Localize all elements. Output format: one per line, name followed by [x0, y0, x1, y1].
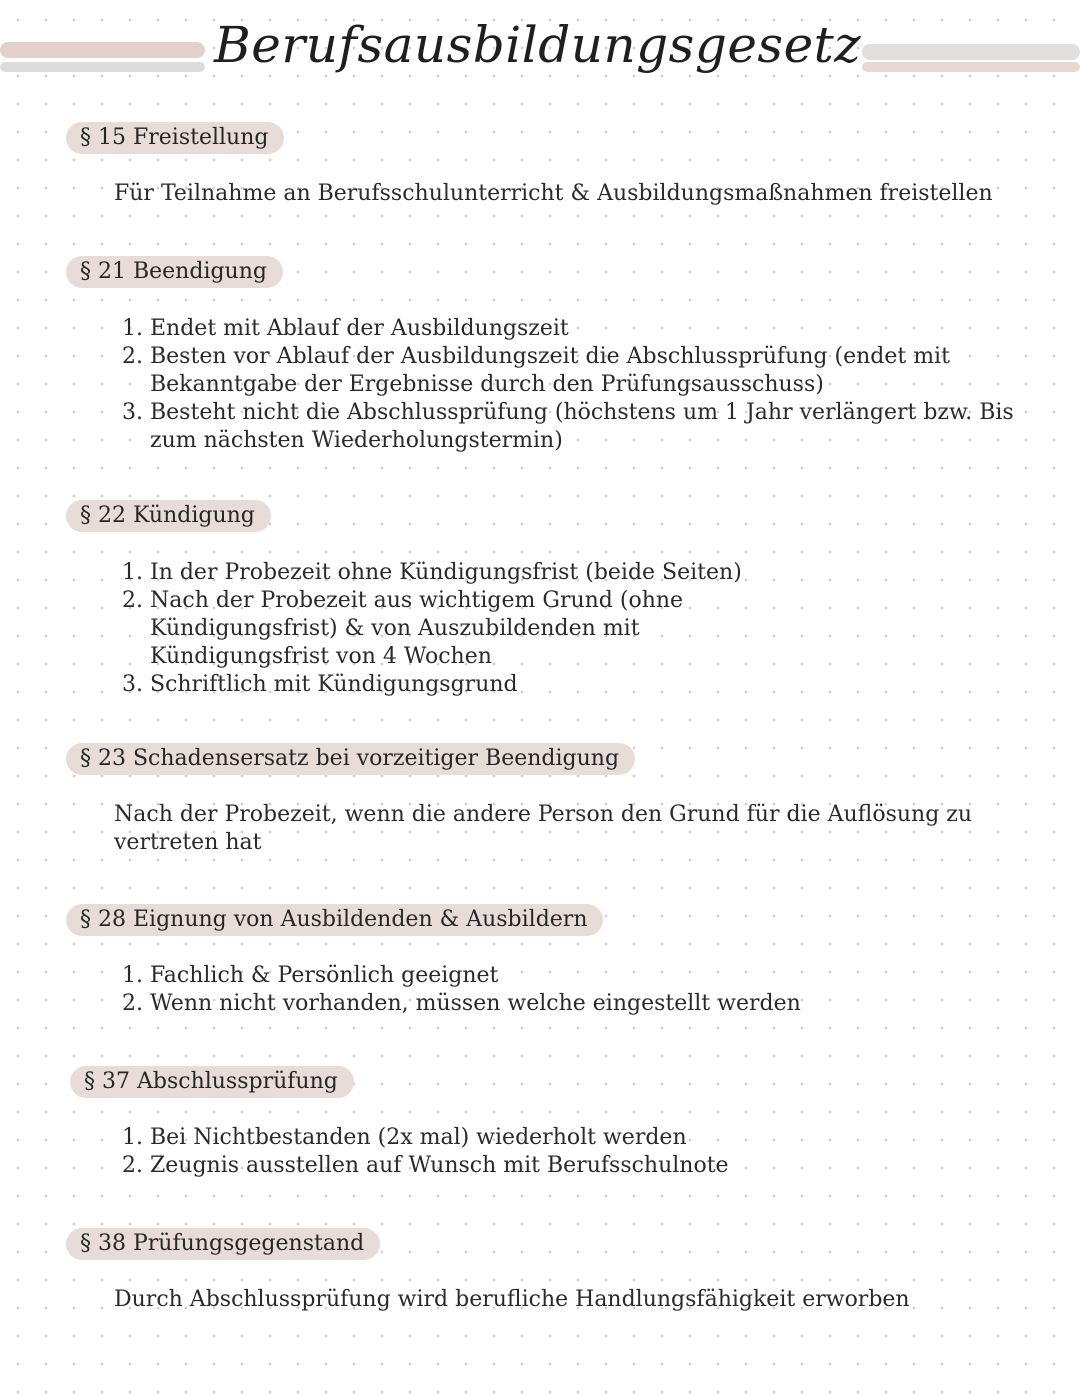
list-item-text: Endet mit Ablauf der Ausbildungszeit — [150, 316, 569, 341]
list-item-text: Bei Nichtbestanden (2x mal) wiederholt werden — [150, 1125, 687, 1150]
list-item-text: Nach der Probezeit aus wichtigem Grund (ohne Kündigungsfrist) & von Auszubildenden mit Kündigungsfrist von 4 Wochen — [150, 588, 684, 669]
list-number: 2. — [122, 588, 143, 613]
list-item — [114, 990, 1014, 1018]
list-item-text: In der Probezeit ohne Kündigungsfrist (beide Seiten) — [150, 560, 742, 585]
list-item — [114, 587, 1014, 671]
section-heading-23: § 23 Schadensersatz bei vorzeitiger Beendigung — [66, 743, 635, 775]
list-item — [114, 1124, 1014, 1152]
section-text-38: Durch Abschlussprüfung wird berufliche Handlungsfähigkeit erworben — [114, 1287, 910, 1312]
title-decoration-left-lower — [0, 62, 205, 72]
list-item — [114, 559, 1014, 587]
section-heading-15: § 15 Freistellung — [66, 122, 284, 154]
list-item — [114, 1152, 1014, 1180]
list-item — [114, 671, 1014, 699]
list-number: 2. — [122, 991, 143, 1016]
section-list-28 — [114, 962, 1014, 1018]
section-heading-22: § 22 Kündigung — [66, 500, 271, 532]
list-number: 1. — [122, 963, 143, 988]
list-number: 3. — [122, 400, 143, 425]
title-decoration-right-lower — [862, 62, 1080, 72]
list-item-text: Besteht nicht die Abschlussprüfung (höchstens um 1 Jahr verlängert bzw. Bis zum nächsten Wiederholungstermin) — [150, 400, 1014, 453]
list-item-text: Schriftlich mit Kündigungsgrund — [150, 672, 518, 697]
section-heading-38: § 38 Prüfungsgegenstand — [66, 1228, 380, 1260]
title-decoration-right — [862, 44, 1080, 60]
section-text-23: Nach der Probezeit, wenn die andere Person den Grund für die Auflösung zu vertreten hat — [114, 802, 973, 855]
section-heading-21: § 21 Beendigung — [66, 256, 283, 288]
section-heading-28: § 28 Eignung von Ausbildenden & Ausbildern — [66, 904, 603, 936]
title-decoration-left — [0, 42, 205, 58]
section-heading-37: § 37 Abschlussprüfung — [70, 1066, 354, 1098]
list-number: 2. — [122, 344, 143, 369]
list-item — [114, 962, 1014, 990]
list-number: 1. — [122, 316, 143, 341]
section-text-15: Für Teilnahme an Berufsschulunterricht & Ausbildungsmaßnahmen freistellen — [114, 181, 993, 206]
section-list-37 — [114, 1124, 1014, 1180]
list-item-text: Besten vor Ablauf der Ausbildungszeit die Abschlussprüfung (endet mit Bekanntgabe der Ergebnisse durch den Prüfungsausschuss) — [150, 344, 950, 397]
list-number: 1. — [122, 1125, 143, 1150]
title-area — [0, 0, 1080, 110]
list-item-text: Zeugnis ausstellen auf Wunsch mit Berufsschulnote — [150, 1153, 729, 1178]
list-item-text: Wenn nicht vorhanden, müssen welche eingestellt werden — [150, 991, 801, 1016]
list-item-text: Fachlich & Persönlich geeignet — [150, 963, 499, 988]
list-item — [114, 343, 1014, 399]
page-title: Berufsausbildungsgesetz — [214, 16, 862, 74]
section-list-21 — [114, 315, 1014, 455]
list-number: 1. — [122, 560, 143, 585]
list-number: 2. — [122, 1153, 143, 1178]
list-number: 3. — [122, 672, 143, 697]
list-item — [114, 399, 1014, 455]
section-list-22 — [114, 559, 1014, 699]
list-item — [114, 315, 1014, 343]
